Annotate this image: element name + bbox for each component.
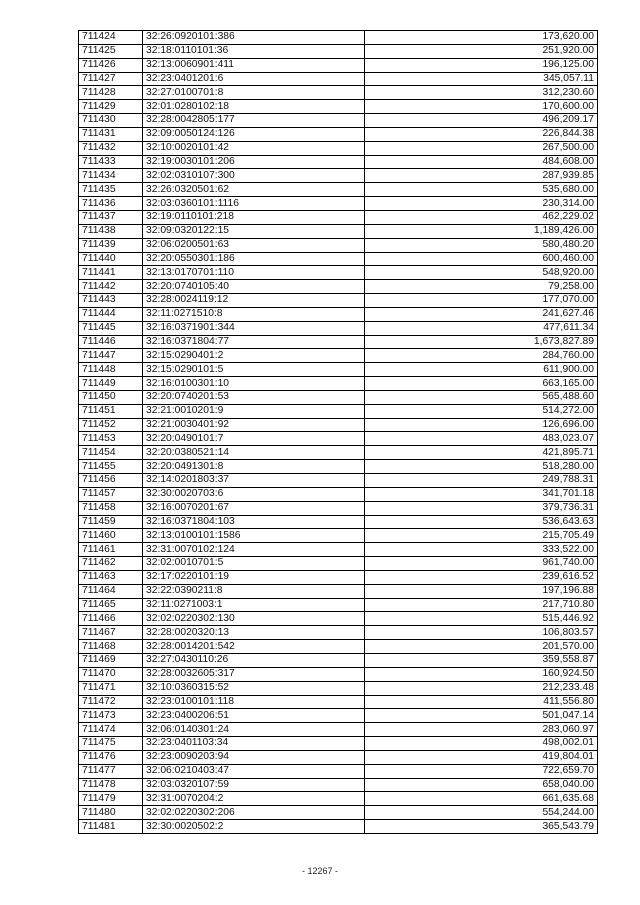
row-id-cell: 711454 <box>79 446 143 460</box>
cadastral-number-cell: 32:21:0030401:92 <box>143 418 365 432</box>
row-id-cell: 711479 <box>79 792 143 806</box>
table-row <box>79 432 598 446</box>
cadastral-number-cell: 32:22:0390211:8 <box>143 584 365 598</box>
row-id-cell: 711468 <box>79 640 143 654</box>
amount-cell: 483,023.07 <box>365 432 598 446</box>
cadastral-number-cell: 32:10:0020101:42 <box>143 141 365 155</box>
amount-cell: 498,002.01 <box>365 737 598 751</box>
row-id-cell: 711444 <box>79 307 143 321</box>
amount-cell: 419,804.01 <box>365 750 598 764</box>
cadastral-number-cell: 32:20:0740201:53 <box>143 390 365 404</box>
table-row <box>79 806 598 820</box>
cadastral-number-cell: 32:23:0401201:6 <box>143 72 365 86</box>
amount-cell: 249,788.31 <box>365 474 598 488</box>
table-row <box>79 529 598 543</box>
amount-cell: 611,900.00 <box>365 363 598 377</box>
amount-cell: 411,556.80 <box>365 695 598 709</box>
amount-cell: 251,920.00 <box>365 44 598 58</box>
table-row <box>79 44 598 58</box>
table-row <box>79 418 598 432</box>
table-row <box>79 100 598 114</box>
amount-cell: 345,057.11 <box>365 72 598 86</box>
table-row <box>79 598 598 612</box>
cadastral-number-cell: 32:15:0290101:5 <box>143 363 365 377</box>
cadastral-number-cell: 32:16:0100301:10 <box>143 377 365 391</box>
table-row <box>79 695 598 709</box>
cadastral-number-cell: 32:11:0271510:8 <box>143 307 365 321</box>
row-id-cell: 711447 <box>79 349 143 363</box>
cadastral-number-cell: 32:01:0280102:18 <box>143 100 365 114</box>
cadastral-number-cell: 32:19:0030101:206 <box>143 155 365 169</box>
table-row <box>79 557 598 571</box>
table-row <box>79 183 598 197</box>
amount-cell: 173,620.00 <box>365 31 598 45</box>
amount-cell: 201,570.00 <box>365 640 598 654</box>
cadastral-number-cell: 32:13:0060901:411 <box>143 58 365 72</box>
cadastral-number-cell: 32:03:0360101:1116 <box>143 197 365 211</box>
cadastral-number-cell: 32:19:0110101:218 <box>143 210 365 224</box>
amount-cell: 177,070.00 <box>365 294 598 308</box>
table-row <box>79 667 598 681</box>
amount-cell: 663,165.00 <box>365 377 598 391</box>
cadastral-value-table <box>78 30 598 834</box>
table-row <box>79 501 598 515</box>
row-id-cell: 711431 <box>79 127 143 141</box>
row-id-cell: 711437 <box>79 210 143 224</box>
amount-cell: 514,272.00 <box>365 404 598 418</box>
amount-cell: 239,616.52 <box>365 570 598 584</box>
cadastral-number-cell: 32:20:0740105:40 <box>143 280 365 294</box>
row-id-cell: 711436 <box>79 197 143 211</box>
table-row <box>79 612 598 626</box>
cadastral-number-cell: 32:16:0371901:344 <box>143 321 365 335</box>
cadastral-number-cell: 32:28:0024119:12 <box>143 294 365 308</box>
amount-cell: 170,600.00 <box>365 100 598 114</box>
cadastral-number-cell: 32:06:0210403:47 <box>143 764 365 778</box>
amount-cell: 1,673,827.89 <box>365 335 598 349</box>
table-row <box>79 210 598 224</box>
row-id-cell: 711464 <box>79 584 143 598</box>
amount-cell: 421,895.71 <box>365 446 598 460</box>
amount-cell: 197,196.88 <box>365 584 598 598</box>
cadastral-number-cell: 32:20:0490101:7 <box>143 432 365 446</box>
amount-cell: 722,659.70 <box>365 764 598 778</box>
cadastral-number-cell: 32:16:0371804:77 <box>143 335 365 349</box>
cadastral-number-cell: 32:06:0200501:63 <box>143 238 365 252</box>
cadastral-number-cell: 32:16:0371804:103 <box>143 515 365 529</box>
amount-cell: 287,939.85 <box>365 169 598 183</box>
cadastral-number-cell: 32:20:0550301:186 <box>143 252 365 266</box>
table-row <box>79 460 598 474</box>
row-id-cell: 711453 <box>79 432 143 446</box>
table-row <box>79 446 598 460</box>
amount-cell: 658,040.00 <box>365 778 598 792</box>
table-row <box>79 792 598 806</box>
table-row <box>79 778 598 792</box>
amount-cell: 600,460.00 <box>365 252 598 266</box>
row-id-cell: 711445 <box>79 321 143 335</box>
cadastral-number-cell: 32:09:0320122:15 <box>143 224 365 238</box>
row-id-cell: 711456 <box>79 474 143 488</box>
cadastral-number-cell: 32:31:0070204:2 <box>143 792 365 806</box>
table-row <box>79 584 598 598</box>
table-row <box>79 321 598 335</box>
amount-cell: 217,710.80 <box>365 598 598 612</box>
row-id-cell: 711424 <box>79 31 143 45</box>
amount-cell: 283,060.97 <box>365 723 598 737</box>
row-id-cell: 711441 <box>79 266 143 280</box>
row-id-cell: 711480 <box>79 806 143 820</box>
row-id-cell: 711448 <box>79 363 143 377</box>
cadastral-number-cell: 32:09:0050124:126 <box>143 127 365 141</box>
table-row <box>79 86 598 100</box>
amount-cell: 106,803.57 <box>365 626 598 640</box>
cadastral-number-cell: 32:14:0201803:37 <box>143 474 365 488</box>
cadastral-number-cell: 32:28:0032605:317 <box>143 667 365 681</box>
row-id-cell: 711465 <box>79 598 143 612</box>
row-id-cell: 711442 <box>79 280 143 294</box>
cadastral-number-cell: 32:26:0920101:386 <box>143 31 365 45</box>
table-row <box>79 709 598 723</box>
row-id-cell: 711455 <box>79 460 143 474</box>
cadastral-number-cell: 32:27:0430110:26 <box>143 653 365 667</box>
row-id-cell: 711473 <box>79 709 143 723</box>
cadastral-number-cell: 32:15:0290401:2 <box>143 349 365 363</box>
table-row <box>79 487 598 501</box>
table-row <box>79 197 598 211</box>
cadastral-number-cell: 32:27:0100701:8 <box>143 86 365 100</box>
cadastral-number-cell: 32:13:0100101:1586 <box>143 529 365 543</box>
table-row <box>79 653 598 667</box>
row-id-cell: 711471 <box>79 681 143 695</box>
cadastral-number-cell: 32:11:0271003:1 <box>143 598 365 612</box>
amount-cell: 515,446.92 <box>365 612 598 626</box>
table-row <box>79 72 598 86</box>
table-row <box>79 515 598 529</box>
amount-cell: 462,229.02 <box>365 210 598 224</box>
cadastral-number-cell: 32:02:0010701:5 <box>143 557 365 571</box>
table-row <box>79 543 598 557</box>
row-id-cell: 711470 <box>79 667 143 681</box>
row-id-cell: 711438 <box>79 224 143 238</box>
table-row <box>79 141 598 155</box>
cadastral-number-cell: 32:21:0010201:9 <box>143 404 365 418</box>
row-id-cell: 711459 <box>79 515 143 529</box>
table-row <box>79 681 598 695</box>
amount-cell: 312,230.60 <box>365 86 598 100</box>
row-id-cell: 711467 <box>79 626 143 640</box>
table-row <box>79 155 598 169</box>
row-id-cell: 711475 <box>79 737 143 751</box>
row-id-cell: 711469 <box>79 653 143 667</box>
amount-cell: 333,522.00 <box>365 543 598 557</box>
row-id-cell: 711466 <box>79 612 143 626</box>
row-id-cell: 711446 <box>79 335 143 349</box>
table-row <box>79 626 598 640</box>
row-id-cell: 711429 <box>79 100 143 114</box>
amount-cell: 126,696.00 <box>365 418 598 432</box>
amount-cell: 379,736.31 <box>365 501 598 515</box>
row-id-cell: 711428 <box>79 86 143 100</box>
amount-cell: 536,643.63 <box>365 515 598 529</box>
table-row <box>79 349 598 363</box>
row-id-cell: 711430 <box>79 114 143 128</box>
amount-cell: 496,209.17 <box>365 114 598 128</box>
table-row <box>79 377 598 391</box>
amount-cell: 554,244.00 <box>365 806 598 820</box>
amount-cell: 501,047.14 <box>365 709 598 723</box>
table-row <box>79 58 598 72</box>
amount-cell: 484,608.00 <box>365 155 598 169</box>
row-id-cell: 711439 <box>79 238 143 252</box>
row-id-cell: 711435 <box>79 183 143 197</box>
cadastral-number-cell: 32:16:0070201:67 <box>143 501 365 515</box>
cadastral-number-cell: 32:31:0070102:124 <box>143 543 365 557</box>
amount-cell: 535,680.00 <box>365 183 598 197</box>
row-id-cell: 711457 <box>79 487 143 501</box>
row-id-cell: 711440 <box>79 252 143 266</box>
table-row <box>79 404 598 418</box>
cadastral-number-cell: 32:17:0220101:19 <box>143 570 365 584</box>
table-row <box>79 238 598 252</box>
row-id-cell: 711450 <box>79 390 143 404</box>
cadastral-number-cell: 32:30:0020502:2 <box>143 820 365 834</box>
row-id-cell: 711478 <box>79 778 143 792</box>
amount-cell: 212,233.48 <box>365 681 598 695</box>
amount-cell: 477,611.34 <box>365 321 598 335</box>
amount-cell: 565,488.60 <box>365 390 598 404</box>
row-id-cell: 711474 <box>79 723 143 737</box>
cadastral-number-cell: 32:28:0020320:13 <box>143 626 365 640</box>
table-body <box>79 31 598 834</box>
amount-cell: 230,314.00 <box>365 197 598 211</box>
row-id-cell: 711481 <box>79 820 143 834</box>
cadastral-number-cell: 32:06:0140301:24 <box>143 723 365 737</box>
amount-cell: 226,844.38 <box>365 127 598 141</box>
cadastral-number-cell: 32:02:0220302:206 <box>143 806 365 820</box>
cadastral-number-cell: 32:23:0400206:51 <box>143 709 365 723</box>
table-row <box>79 820 598 834</box>
amount-cell: 548,920.00 <box>365 266 598 280</box>
table-row <box>79 640 598 654</box>
table-row <box>79 390 598 404</box>
row-id-cell: 711425 <box>79 44 143 58</box>
cadastral-number-cell: 32:28:0014201:542 <box>143 640 365 654</box>
table-row <box>79 363 598 377</box>
row-id-cell: 711476 <box>79 750 143 764</box>
amount-cell: 341,701.18 <box>365 487 598 501</box>
row-id-cell: 711458 <box>79 501 143 515</box>
amount-cell: 241,627.46 <box>365 307 598 321</box>
row-id-cell: 711432 <box>79 141 143 155</box>
amount-cell: 1,189,426.00 <box>365 224 598 238</box>
table-row <box>79 737 598 751</box>
cadastral-number-cell: 32:23:0401103:34 <box>143 737 365 751</box>
table-row <box>79 764 598 778</box>
table-row <box>79 169 598 183</box>
table-row <box>79 307 598 321</box>
table-row <box>79 474 598 488</box>
row-id-cell: 711451 <box>79 404 143 418</box>
amount-cell: 196,125.00 <box>365 58 598 72</box>
row-id-cell: 711462 <box>79 557 143 571</box>
table-row <box>79 266 598 280</box>
amount-cell: 284,760.00 <box>365 349 598 363</box>
cadastral-number-cell: 32:26:0320501:62 <box>143 183 365 197</box>
cadastral-number-cell: 32:28:0042805:177 <box>143 114 365 128</box>
amount-cell: 160,924.50 <box>365 667 598 681</box>
cadastral-number-cell: 32:30:0020703:6 <box>143 487 365 501</box>
table-row <box>79 335 598 349</box>
amount-cell: 267,500.00 <box>365 141 598 155</box>
cadastral-number-cell: 32:20:0491301:8 <box>143 460 365 474</box>
row-id-cell: 711426 <box>79 58 143 72</box>
table-row <box>79 280 598 294</box>
row-id-cell: 711463 <box>79 570 143 584</box>
row-id-cell: 711434 <box>79 169 143 183</box>
amount-cell: 580,480.20 <box>365 238 598 252</box>
table-row <box>79 723 598 737</box>
amount-cell: 215,705.49 <box>365 529 598 543</box>
table-row <box>79 750 598 764</box>
row-id-cell: 711460 <box>79 529 143 543</box>
table-row <box>79 127 598 141</box>
amount-cell: 365,543.79 <box>365 820 598 834</box>
cadastral-number-cell: 32:03:0320107:59 <box>143 778 365 792</box>
table-row <box>79 294 598 308</box>
cadastral-number-cell: 32:10:0360315:52 <box>143 681 365 695</box>
cadastral-number-cell: 32:23:0100101:118 <box>143 695 365 709</box>
amount-cell: 359,558.87 <box>365 653 598 667</box>
row-id-cell: 711443 <box>79 294 143 308</box>
cadastral-number-cell: 32:13:0170701:110 <box>143 266 365 280</box>
table-row <box>79 252 598 266</box>
cadastral-number-cell: 32:18:0110101:36 <box>143 44 365 58</box>
row-id-cell: 711461 <box>79 543 143 557</box>
table-row <box>79 114 598 128</box>
row-id-cell: 711452 <box>79 418 143 432</box>
row-id-cell: 711427 <box>79 72 143 86</box>
row-id-cell: 711433 <box>79 155 143 169</box>
cadastral-number-cell: 32:02:0310107:300 <box>143 169 365 183</box>
page-number: - 12267 - <box>301 866 339 876</box>
cadastral-number-cell: 32:20:0380521:14 <box>143 446 365 460</box>
table-row <box>79 224 598 238</box>
amount-cell: 518,280.00 <box>365 460 598 474</box>
cadastral-number-cell: 32:02:0220302:130 <box>143 612 365 626</box>
row-id-cell: 711477 <box>79 764 143 778</box>
amount-cell: 661,635.68 <box>365 792 598 806</box>
amount-cell: 79,258.00 <box>365 280 598 294</box>
cadastral-number-cell: 32:23:0090203:94 <box>143 750 365 764</box>
table-row <box>79 31 598 45</box>
amount-cell: 961,740.00 <box>365 557 598 571</box>
row-id-cell: 711472 <box>79 695 143 709</box>
table-row <box>79 570 598 584</box>
row-id-cell: 711449 <box>79 377 143 391</box>
